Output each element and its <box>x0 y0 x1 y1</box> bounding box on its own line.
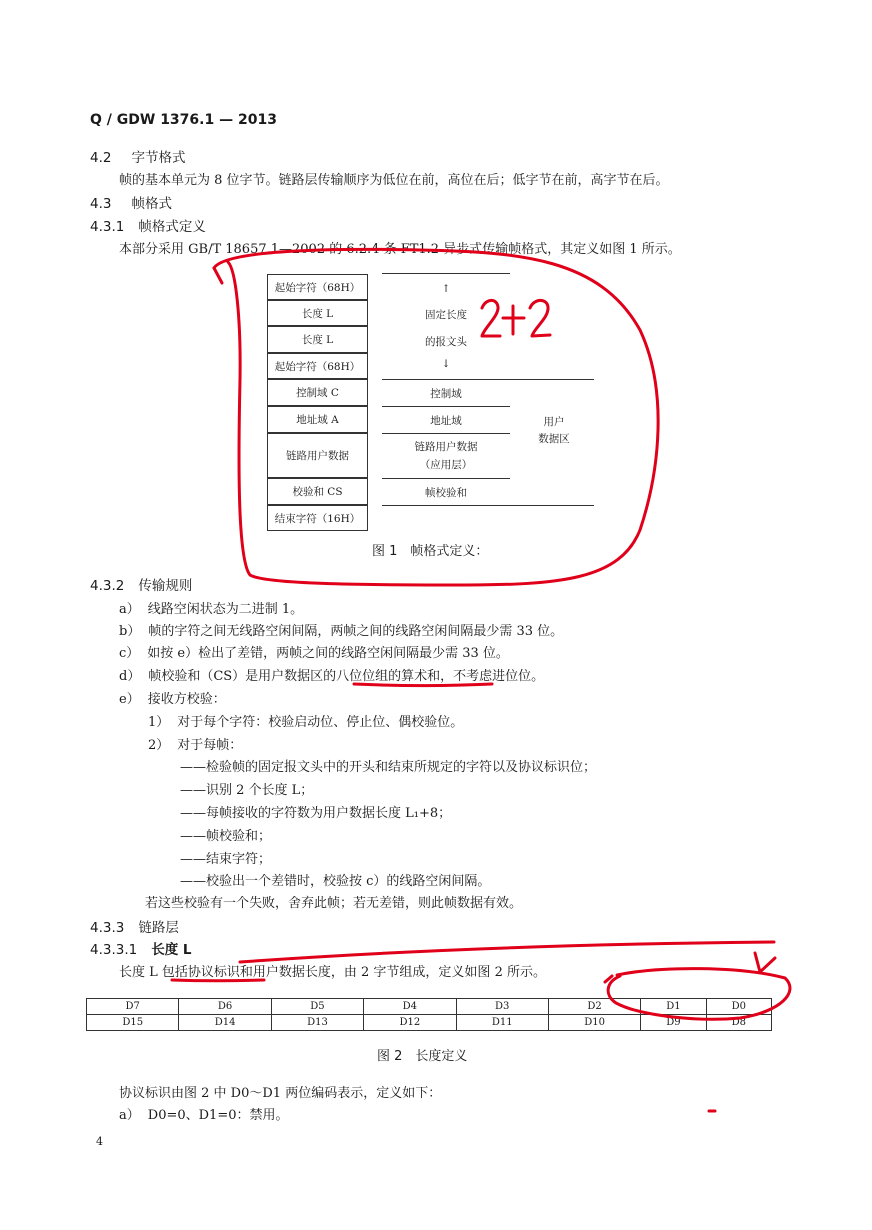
figure-1-caption: 图 1 帧格式定义： <box>372 544 489 559</box>
section-title: 长度 L <box>151 942 192 958</box>
figure-2-caption: 图 2 长度定义 <box>377 1049 468 1064</box>
frame-box-checksum: 校验和 CS <box>267 478 368 505</box>
bit-cell: D11 <box>456 1015 548 1031</box>
section-title: 链路层 <box>138 920 179 936</box>
bit-cell: D14 <box>179 1015 271 1031</box>
table-row <box>87 1015 772 1031</box>
annotation-digit <box>530 300 550 336</box>
list-marker: c） <box>119 646 140 661</box>
fixed-length-label: 的报文头 <box>425 336 467 348</box>
bit-cell: D0 <box>706 999 771 1015</box>
divider-line <box>382 273 510 274</box>
check-summary: 若这些校验有一个失败，舍弃此帧；若无差错，则此帧数据有效。 <box>145 896 523 911</box>
list-text: D0=0、D1=0：禁用。 <box>147 1108 289 1123</box>
frame-box-start-char: 起始字符（68H） <box>267 274 368 300</box>
frame-box-user-data: 链路用户数据 <box>267 433 368 478</box>
address-field-label: 地址域 <box>430 415 462 427</box>
bit-cell: D5 <box>271 999 363 1015</box>
bit-cell: D6 <box>179 999 271 1015</box>
section-4-3-1-heading <box>90 215 206 235</box>
annotation-stroke <box>240 942 774 962</box>
section-number: 4.3.3 <box>90 920 125 936</box>
protocol-a <box>119 1104 288 1123</box>
section-4-3-3-1-heading <box>90 938 192 958</box>
bit-cell: D4 <box>364 999 456 1015</box>
section-4-3-1-text: 本部分采用 GB/T 18657.1—2002 的 6.2.4 条 FT1.2 异步式传输帧格式，其定义如图 1 所示。 <box>119 242 681 257</box>
bit-cell: D7 <box>87 999 179 1015</box>
control-field-label: 控制域 <box>430 388 462 400</box>
section-title: 字节格式 <box>131 150 186 166</box>
section-number: 4.3.3.1 <box>90 942 138 958</box>
section-title: 帧格式定义 <box>138 219 206 235</box>
section-4-3-2-heading <box>90 574 192 594</box>
protocol-id-text: 协议标识由图 2 中 D0～D1 两位编码表示，定义如下： <box>119 1086 442 1101</box>
list-marker: b） <box>119 624 141 639</box>
rule-e2 <box>148 734 242 753</box>
divider-line <box>382 433 510 434</box>
frame-box-address: 地址域 A <box>267 406 368 433</box>
divider-line <box>382 505 594 506</box>
frame-box-end-char: 结束字符（16H） <box>267 505 368 531</box>
list-text: 线路空闲状态为二进制 1。 <box>147 602 304 617</box>
section-4-2-text: 帧的基本单元为 8 位字节。链路层传输顺序为低位在前，高位在后；低字节在前，高字节在后。 <box>119 173 669 188</box>
user-data-area-label: 用户 <box>543 416 565 428</box>
bit-cell: D10 <box>548 1015 640 1031</box>
section-title: 传输规则 <box>138 578 193 594</box>
check-item: ——检验帧的固定报文头中的开头和结束所规定的字符以及协议标识位； <box>180 760 597 775</box>
list-marker: a） <box>119 602 140 617</box>
annotation-underline <box>172 980 264 981</box>
list-marker: a） <box>119 1108 140 1123</box>
bit-cell: D9 <box>641 1015 706 1031</box>
list-text: 帧的字符之间无线路空闲间隔，两帧之间的线路空闲间隔最少需 33 位。 <box>148 624 564 639</box>
rule-d <box>119 665 544 684</box>
rule-e <box>119 688 226 707</box>
list-text: 帧校验和（CS）是用户数据区的八位位组的算术和，不考虑进位位。 <box>148 669 545 684</box>
check-item: ——帧校验和； <box>180 829 272 844</box>
bit-cell: D13 <box>271 1015 363 1031</box>
bit-cell: D2 <box>548 999 640 1015</box>
check-item: ——每帧接收的字符数为用户数据长度 L₁+8； <box>180 806 452 821</box>
section-number: 4.2 <box>90 150 112 166</box>
bit-cell: D1 <box>641 999 706 1015</box>
divider-line <box>382 406 510 407</box>
list-text: 对于每帧： <box>177 738 243 753</box>
page-number: 4 <box>96 1135 103 1148</box>
list-marker: 1） <box>148 715 170 730</box>
bit-cell: D12 <box>364 1015 456 1031</box>
check-item: ——校验出一个差错时，校验按 c）的线路空闲间隔。 <box>180 874 491 889</box>
table-row <box>87 999 772 1015</box>
section-4-3-3-heading <box>90 916 179 936</box>
user-data-area-label: 数据区 <box>538 433 570 445</box>
section-4-2-heading <box>90 146 185 166</box>
bit-cell: D8 <box>706 1015 771 1031</box>
section-title: 帧格式 <box>131 196 172 212</box>
rule-c <box>119 642 509 661</box>
bit-cell: D15 <box>87 1015 179 1031</box>
fixed-length-label: 固定长度 <box>425 309 467 321</box>
rule-a <box>119 598 303 617</box>
user-data-label: （应用层） <box>419 459 473 471</box>
check-item: ——结束字符； <box>180 852 272 867</box>
list-marker: 2） <box>148 738 170 753</box>
arrow-down-icon: ↓ <box>441 358 451 370</box>
list-marker: e） <box>119 692 140 707</box>
section-4-3-heading <box>90 192 172 212</box>
section-number: 4.3 <box>90 196 112 212</box>
annotation-stroke <box>214 268 222 283</box>
list-marker: d） <box>119 669 141 684</box>
bit-cell: D3 <box>456 999 548 1015</box>
check-item: ——识别 2 个长度 L； <box>180 783 314 798</box>
arrow-up-icon: ↑ <box>441 283 451 295</box>
length-definition-text: 长度 L 包括协议标识和用户数据长度，由 2 字节组成，定义如图 2 所示。 <box>119 965 546 980</box>
rule-e1 <box>148 711 463 730</box>
section-number: 4.3.1 <box>90 219 125 235</box>
frame-box-control: 控制域 C <box>267 379 368 406</box>
annotation-stroke <box>605 976 612 982</box>
frame-box-start-char: 起始字符（68H） <box>267 353 368 379</box>
figure-2-length-table <box>86 998 772 1031</box>
list-text: 对于每个字符：校验启动位、停止位、偶校验位。 <box>177 715 464 730</box>
annotation-underline <box>354 684 492 686</box>
list-text: 如按 e）检出了差错，两帧之间的线路空闲间隔最少需 33 位。 <box>147 646 509 661</box>
checksum-label: 帧校验和 <box>425 487 467 499</box>
frame-box-length: 长度 L <box>267 300 368 326</box>
rule-b <box>119 620 563 639</box>
section-number: 4.3.2 <box>90 578 125 594</box>
frame-box-length: 长度 L <box>267 326 368 353</box>
user-data-label: 链路用户数据 <box>414 441 478 453</box>
divider-line <box>382 478 510 479</box>
standard-header: Q / GDW 1376.1 — 2013 <box>90 112 277 128</box>
list-text: 接收方校验： <box>147 692 226 707</box>
divider-line <box>382 379 594 380</box>
annotation-check <box>755 953 775 972</box>
